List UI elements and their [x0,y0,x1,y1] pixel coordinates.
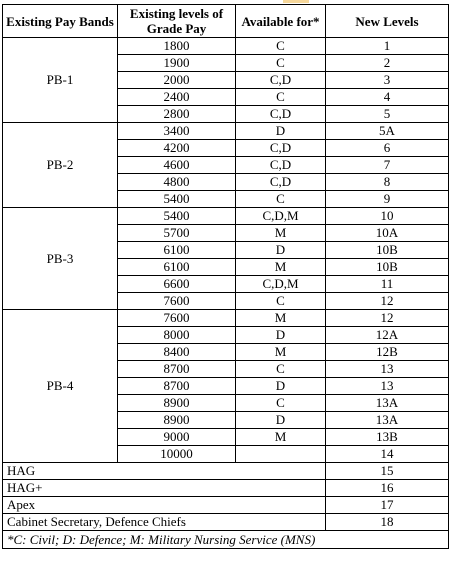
grade-pay-cell: 6100 [118,259,236,276]
grade-pay-cell: 1900 [118,55,236,72]
available-for-cell: D [236,378,326,395]
new-level-cell: 17 [326,497,449,514]
header-existing-pay-bands: Existing Pay Bands [3,5,118,38]
pay-band-cell: PB-2 [3,123,118,208]
header-new-levels: New Levels [326,5,449,38]
new-level-cell: 9 [326,191,449,208]
available-for-cell: C [236,361,326,378]
grade-pay-cell: 5400 [118,208,236,225]
new-level-cell: 12 [326,310,449,327]
table-row [3,208,449,225]
available-for-cell: C [236,191,326,208]
new-level-cell: 12 [326,293,449,310]
available-for-cell: D [236,412,326,429]
available-for-cell: M [236,259,326,276]
new-level-cell: 13 [326,378,449,395]
grade-pay-cell: 8000 [118,327,236,344]
header-available-for: Available for* [236,5,326,38]
new-level-cell: 3 [326,72,449,89]
grade-pay-cell: 5700 [118,225,236,242]
new-level-cell: 2 [326,55,449,72]
new-level-cell: 10B [326,259,449,276]
available-for-cell: C [236,38,326,55]
header-existing-grade-pay: Existing levels of Grade Pay [118,5,236,38]
grade-pay-cell: 8700 [118,378,236,395]
table-row [3,38,449,55]
new-level-cell: 10 [326,208,449,225]
available-for-cell: C [236,55,326,72]
grade-pay-cell: 7600 [118,310,236,327]
category-cell: Apex [3,497,326,514]
available-for-cell: M [236,429,326,446]
new-level-cell: 5A [326,123,449,140]
grade-pay-cell: 8900 [118,412,236,429]
new-level-cell: 14 [326,446,449,463]
new-level-cell: 13A [326,395,449,412]
available-for-cell: C,D [236,174,326,191]
new-level-cell: 15 [326,463,449,480]
grade-pay-cell: 8400 [118,344,236,361]
available-for-cell: M [236,310,326,327]
category-cell: Cabinet Secretary, Defence Chiefs [3,514,326,531]
grade-pay-cell: 2800 [118,106,236,123]
category-cell: HAG [3,463,326,480]
available-for-cell: M [236,225,326,242]
pay-band-cell: PB-1 [3,38,118,123]
available-for-cell: C,D [236,157,326,174]
available-for-cell: D [236,327,326,344]
available-for-cell: C,D,M [236,208,326,225]
table-row [3,514,449,531]
new-level-cell: 7 [326,157,449,174]
grade-pay-cell: 2000 [118,72,236,89]
table-row [3,123,449,140]
footnote-row [3,531,449,549]
new-level-cell: 16 [326,480,449,497]
new-level-cell: 10B [326,242,449,259]
table-row [3,310,449,327]
new-level-cell: 12B [326,344,449,361]
available-for-cell: C [236,293,326,310]
available-for-cell: C,D [236,140,326,157]
available-for-cell: C [236,89,326,106]
grade-pay-cell: 6100 [118,242,236,259]
grade-pay-cell: 2400 [118,89,236,106]
grade-pay-cell: 6600 [118,276,236,293]
new-level-cell: 5 [326,106,449,123]
new-level-cell: 11 [326,276,449,293]
new-level-cell: 13 [326,361,449,378]
grade-pay-cell: 4800 [118,174,236,191]
table-row [3,463,449,480]
available-for-cell: C,D [236,106,326,123]
new-level-cell: 12A [326,327,449,344]
category-cell: HAG+ [3,480,326,497]
grade-pay-cell: 5400 [118,191,236,208]
new-level-cell: 4 [326,89,449,106]
available-for-cell: C [236,395,326,412]
grade-pay-cell: 10000 [118,446,236,463]
pay-band-cell: PB-3 [3,208,118,310]
grade-pay-cell: 4200 [118,140,236,157]
highlight-mark [283,0,309,3]
new-level-cell: 10A [326,225,449,242]
table-body [3,38,449,549]
available-for-cell: M [236,344,326,361]
available-for-cell: C,D,M [236,276,326,293]
available-for-cell: D [236,242,326,259]
available-for-cell: D [236,123,326,140]
grade-pay-cell: 1800 [118,38,236,55]
table-row [3,497,449,514]
new-level-cell: 13A [326,412,449,429]
grade-pay-cell: 8900 [118,395,236,412]
pay-band-cell: PB-4 [3,310,118,463]
pay-levels-table [2,4,449,549]
grade-pay-cell: 8700 [118,361,236,378]
new-level-cell: 8 [326,174,449,191]
new-level-cell: 1 [326,38,449,55]
grade-pay-cell: 7600 [118,293,236,310]
table-header-row [3,5,449,38]
available-for-cell [236,446,326,463]
table-row [3,480,449,497]
new-level-cell: 13B [326,429,449,446]
grade-pay-cell: 9000 [118,429,236,446]
footnote: *C: Civil; D: Defence; M: Military Nursing Service (MNS) [3,531,449,549]
grade-pay-cell: 4600 [118,157,236,174]
available-for-cell: C,D [236,72,326,89]
new-level-cell: 6 [326,140,449,157]
grade-pay-cell: 3400 [118,123,236,140]
new-level-cell: 18 [326,514,449,531]
